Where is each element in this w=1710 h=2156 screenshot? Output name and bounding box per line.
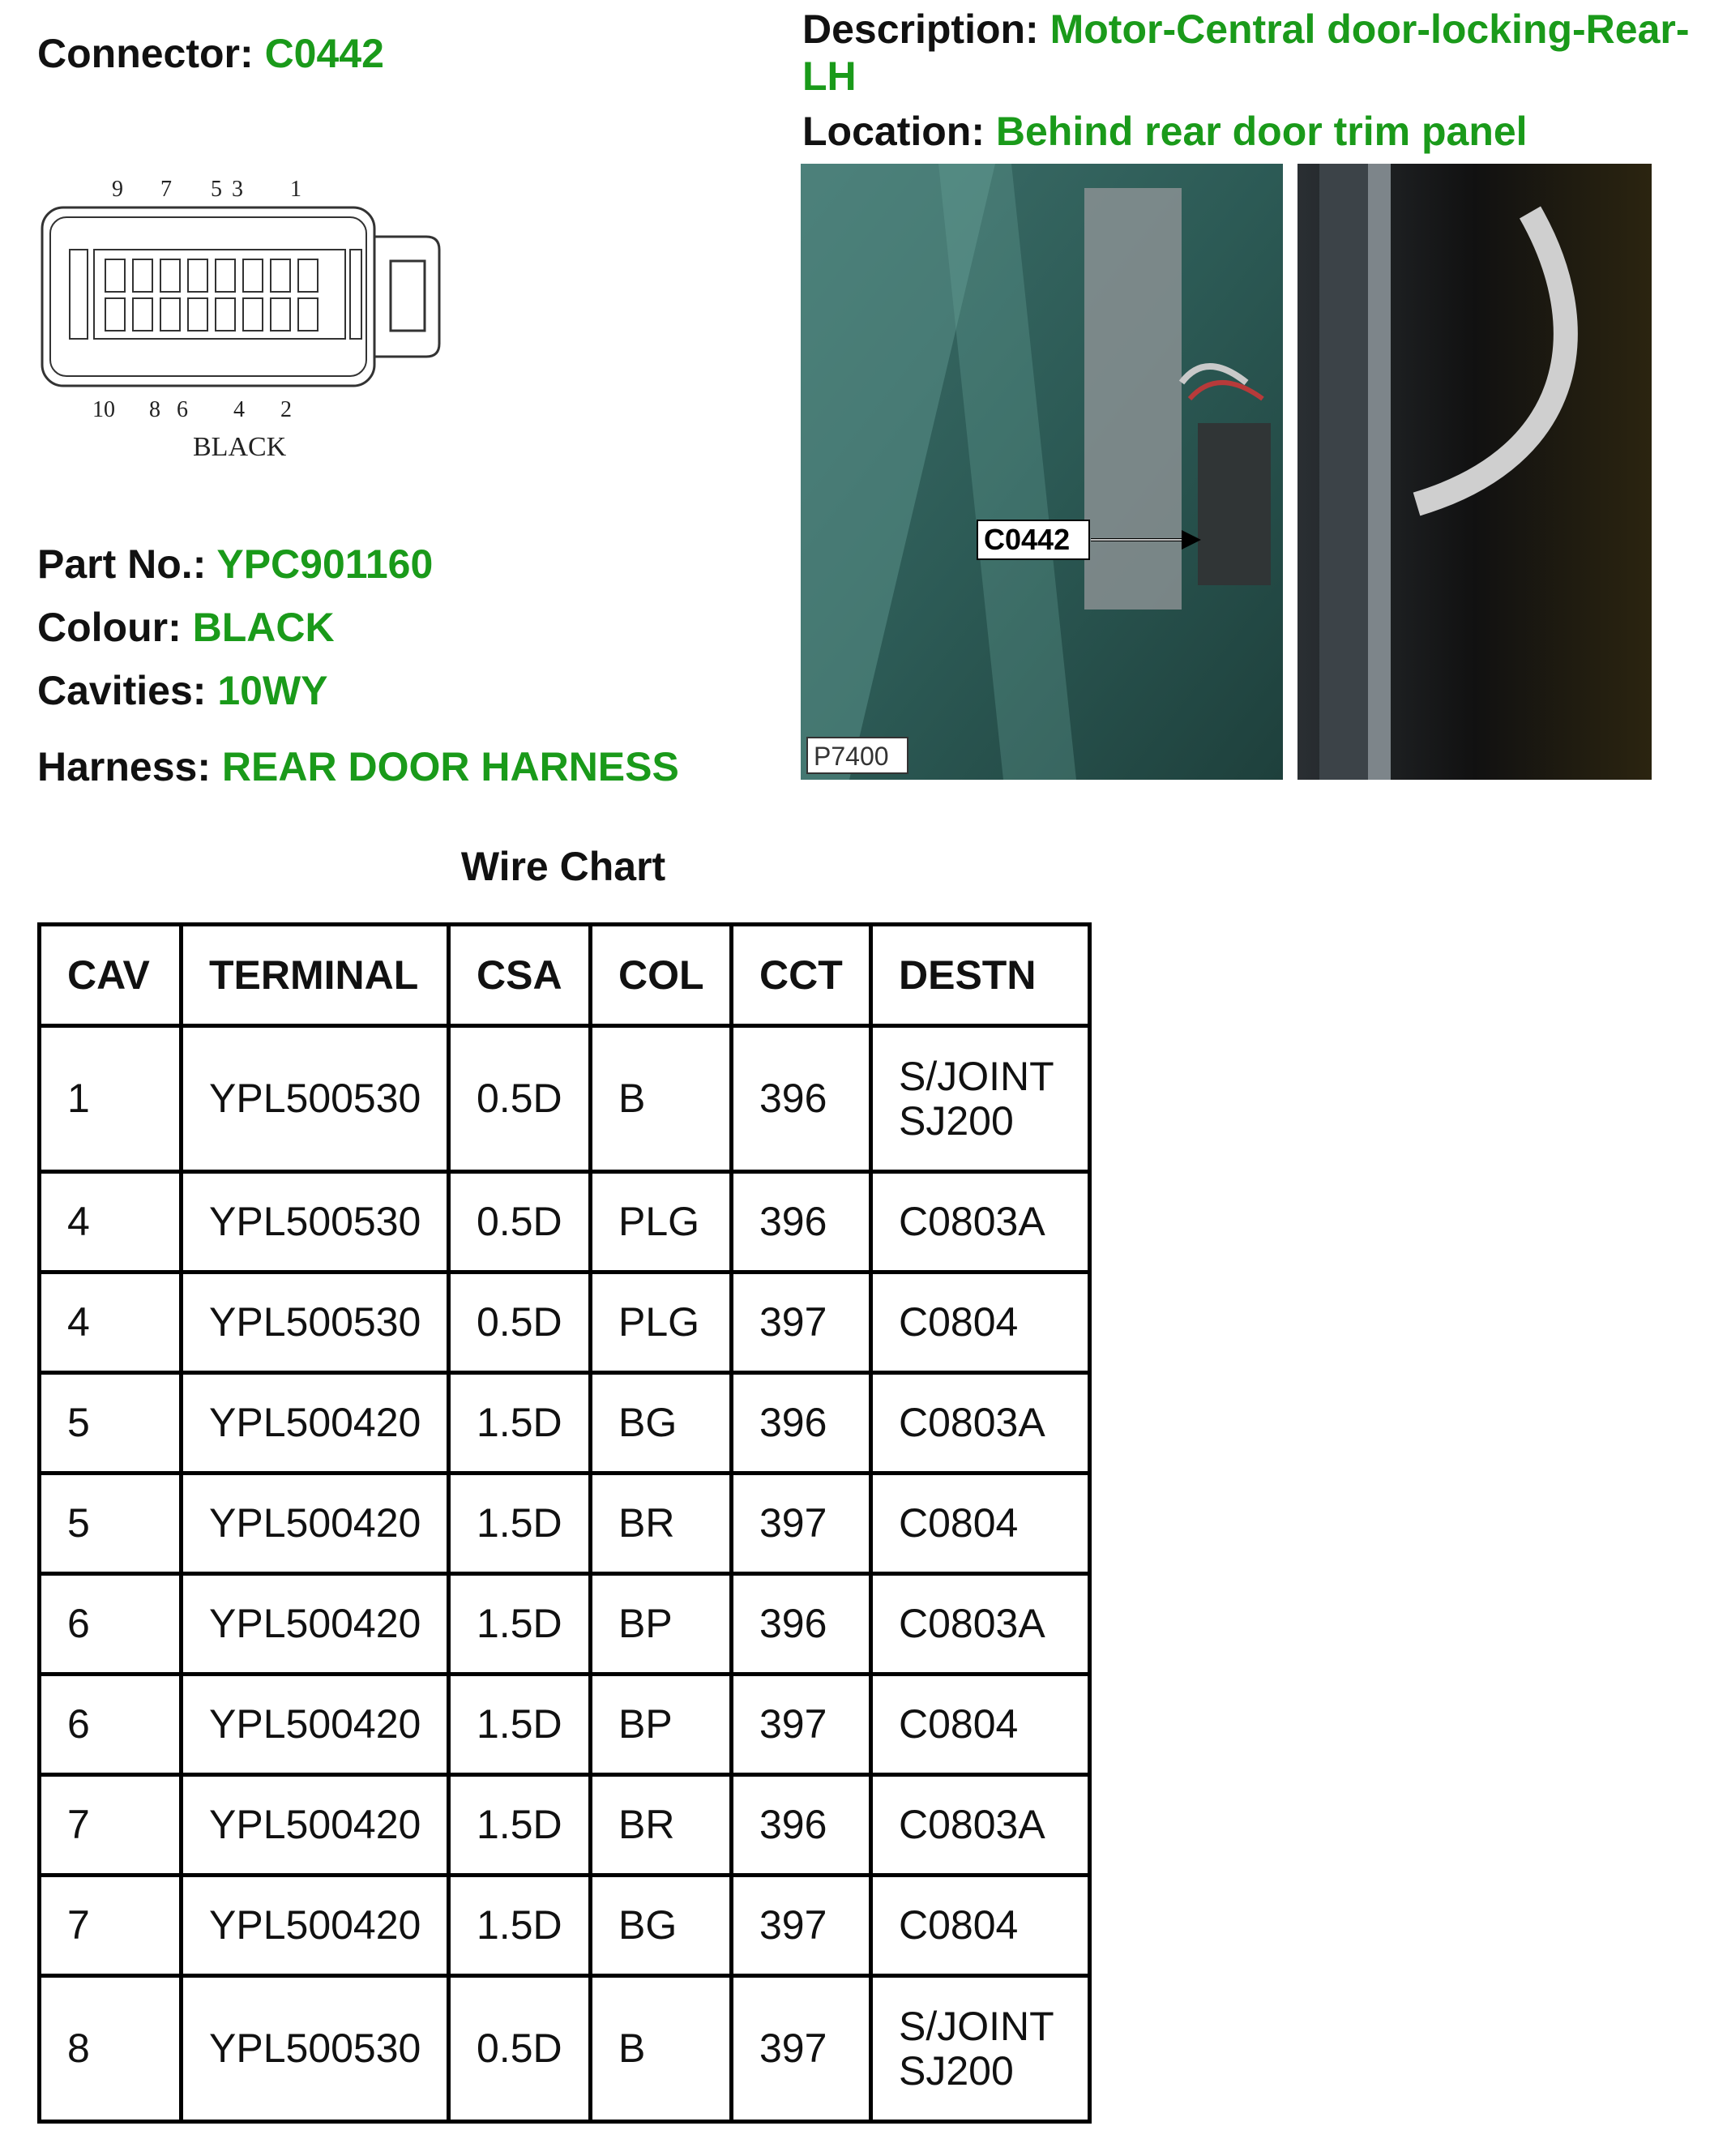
cell-cct: 396 bbox=[732, 1775, 871, 1876]
cell-csa: 1.5D bbox=[449, 1675, 591, 1775]
table-row bbox=[40, 1474, 1090, 1574]
table-row bbox=[40, 1273, 1090, 1373]
description-field bbox=[802, 6, 1702, 100]
cavities-field bbox=[37, 668, 328, 715]
harness-label: Harness: bbox=[37, 744, 211, 789]
cell-terminal: YPL500420 bbox=[182, 1373, 449, 1474]
cell-csa: 1.5D bbox=[449, 1574, 591, 1675]
cell-csa: 1.5D bbox=[449, 1775, 591, 1876]
table-row bbox=[40, 1172, 1090, 1273]
cell-terminal: YPL500420 bbox=[182, 1775, 449, 1876]
header-destn: DESTN bbox=[871, 925, 1090, 1026]
harness-value: REAR DOOR HARNESS bbox=[221, 744, 679, 789]
cell-cct: 397 bbox=[732, 1976, 871, 2122]
photo-code: P7400 bbox=[814, 742, 889, 771]
cell-cct: 396 bbox=[732, 1574, 871, 1675]
pin-label-bottom: 10 bbox=[92, 397, 115, 422]
cell-cav: 6 bbox=[40, 1574, 182, 1675]
cell-col: BG bbox=[591, 1876, 732, 1976]
cell-csa: 0.5D bbox=[449, 1026, 591, 1172]
pin-label-top: 5 bbox=[211, 177, 222, 202]
cell-cct: 396 bbox=[732, 1026, 871, 1172]
part-number-value: YPC901160 bbox=[216, 541, 434, 587]
wire-chart-table bbox=[37, 922, 1092, 2124]
connector-field bbox=[37, 31, 384, 78]
connector-pinout-diagram bbox=[37, 172, 451, 464]
cell-col: BR bbox=[591, 1775, 732, 1876]
harness-field bbox=[37, 744, 679, 791]
pin-label-top: 1 bbox=[290, 177, 301, 202]
cell-csa: 0.5D bbox=[449, 1172, 591, 1273]
cell-cav: 7 bbox=[40, 1775, 182, 1876]
cell-col: BG bbox=[591, 1373, 732, 1474]
table-row bbox=[40, 1675, 1090, 1775]
cell-cav: 1 bbox=[40, 1026, 182, 1172]
cell-csa: 0.5D bbox=[449, 1273, 591, 1373]
cell-destn: C0803A bbox=[871, 1574, 1090, 1675]
cell-cct: 397 bbox=[732, 1273, 871, 1373]
colour-value: BLACK bbox=[192, 605, 335, 650]
cavities-value: 10WY bbox=[217, 668, 328, 713]
cell-cav: 6 bbox=[40, 1675, 182, 1775]
cavity-pins bbox=[105, 259, 318, 331]
connector-value: C0442 bbox=[264, 31, 384, 76]
cell-terminal: YPL500420 bbox=[182, 1675, 449, 1775]
cell-cav: 4 bbox=[40, 1172, 182, 1273]
cell-destn: C0803A bbox=[871, 1775, 1090, 1876]
cell-destn bbox=[871, 1026, 1090, 1172]
side-key-left bbox=[70, 250, 88, 339]
cell-csa: 1.5D bbox=[449, 1876, 591, 1976]
location-label: Location: bbox=[802, 109, 985, 154]
table-header-row bbox=[40, 925, 1090, 1026]
pin-label-top: 9 bbox=[112, 177, 123, 202]
part-number-label: Part No.: bbox=[37, 541, 207, 587]
cell-col: BR bbox=[591, 1474, 732, 1574]
cell-terminal: YPL500420 bbox=[182, 1474, 449, 1574]
pin-label-bottom: 2 bbox=[280, 397, 292, 422]
cell-col: PLG bbox=[591, 1273, 732, 1373]
pin-label-top: 7 bbox=[160, 177, 172, 202]
cell-destn: C0804 bbox=[871, 1273, 1090, 1373]
cell-destn-line: SJ200 bbox=[899, 2047, 1014, 2094]
side-key-right bbox=[350, 250, 361, 339]
cell-destn-line: SJ200 bbox=[899, 1097, 1014, 1144]
table-row bbox=[40, 1026, 1090, 1172]
wire-chart-title: Wire Chart bbox=[460, 844, 666, 889]
cell-terminal: YPL500530 bbox=[182, 1976, 449, 2122]
location-photo bbox=[801, 164, 1652, 780]
cell-destn: C0804 bbox=[871, 1675, 1090, 1775]
header-csa: CSA bbox=[449, 925, 591, 1026]
part-number-field bbox=[37, 541, 433, 588]
cell-terminal: YPL500530 bbox=[182, 1172, 449, 1273]
pin-label-bottom: 6 bbox=[177, 397, 188, 422]
location-field bbox=[802, 109, 1528, 156]
connector-housing-outer bbox=[42, 207, 374, 386]
cell-destn: C0803A bbox=[871, 1373, 1090, 1474]
photo-callout-label: C0442 bbox=[984, 523, 1071, 556]
cell-terminal: YPL500530 bbox=[182, 1273, 449, 1373]
cell-csa: 0.5D bbox=[449, 1976, 591, 2122]
colour-field bbox=[37, 605, 335, 652]
cell-destn-line: S/JOINT bbox=[899, 1053, 1054, 1099]
cell-cav: 8 bbox=[40, 1976, 182, 2122]
photo-lock-mechanism bbox=[1084, 188, 1182, 610]
cell-csa: 1.5D bbox=[449, 1373, 591, 1474]
cell-cav: 4 bbox=[40, 1273, 182, 1373]
table-row bbox=[40, 1976, 1090, 2122]
pin-label-bottom: 4 bbox=[233, 397, 245, 422]
cell-cct: 397 bbox=[732, 1675, 871, 1775]
pin-label-top: 3 bbox=[232, 177, 243, 202]
cell-cav: 5 bbox=[40, 1474, 182, 1574]
connector-label: Connector: bbox=[37, 31, 254, 76]
header-terminal: TERMINAL bbox=[182, 925, 449, 1026]
cell-destn: C0804 bbox=[871, 1876, 1090, 1976]
table-row bbox=[40, 1775, 1090, 1876]
cell-cct: 397 bbox=[732, 1876, 871, 1976]
table-row bbox=[40, 1574, 1090, 1675]
cell-cct: 396 bbox=[732, 1373, 871, 1474]
diagram-colour-text: BLACK bbox=[193, 432, 287, 462]
cell-csa: 1.5D bbox=[449, 1474, 591, 1574]
pin-label-bottom: 8 bbox=[149, 397, 160, 422]
connector-latch bbox=[374, 237, 439, 357]
cell-destn: C0803A bbox=[871, 1172, 1090, 1273]
table-row bbox=[40, 1876, 1090, 1976]
photo-connector-body bbox=[1198, 423, 1271, 585]
description-label: Description: bbox=[802, 6, 1039, 52]
cell-cav: 5 bbox=[40, 1373, 182, 1474]
cell-col: PLG bbox=[591, 1172, 732, 1273]
cell-col: B bbox=[591, 1976, 732, 2122]
description-value: Motor-Central door-locking-Rear-LH bbox=[802, 6, 1690, 99]
cell-col: BP bbox=[591, 1574, 732, 1675]
cavities-label: Cavities: bbox=[37, 668, 207, 713]
cell-destn: C0804 bbox=[871, 1474, 1090, 1574]
cell-terminal: YPL500420 bbox=[182, 1574, 449, 1675]
table-row bbox=[40, 1373, 1090, 1474]
header-cct: CCT bbox=[732, 925, 871, 1026]
location-value: Behind rear door trim panel bbox=[995, 109, 1528, 154]
cell-destn bbox=[871, 1976, 1090, 2122]
cell-terminal: YPL500420 bbox=[182, 1876, 449, 1976]
connector-housing-inner bbox=[50, 217, 366, 376]
cell-cct: 396 bbox=[732, 1172, 871, 1273]
connector-latch-window bbox=[391, 261, 425, 331]
header-col: COL bbox=[591, 925, 732, 1026]
cell-terminal: YPL500530 bbox=[182, 1026, 449, 1172]
cell-destn-line: S/JOINT bbox=[899, 2003, 1054, 2049]
cell-col: BP bbox=[591, 1675, 732, 1775]
header-cav: CAV bbox=[40, 925, 182, 1026]
photo-divider bbox=[1283, 164, 1297, 780]
cell-col: B bbox=[591, 1026, 732, 1172]
colour-label: Colour: bbox=[37, 605, 182, 650]
cell-cct: 397 bbox=[732, 1474, 871, 1574]
cell-cav: 7 bbox=[40, 1876, 182, 1976]
